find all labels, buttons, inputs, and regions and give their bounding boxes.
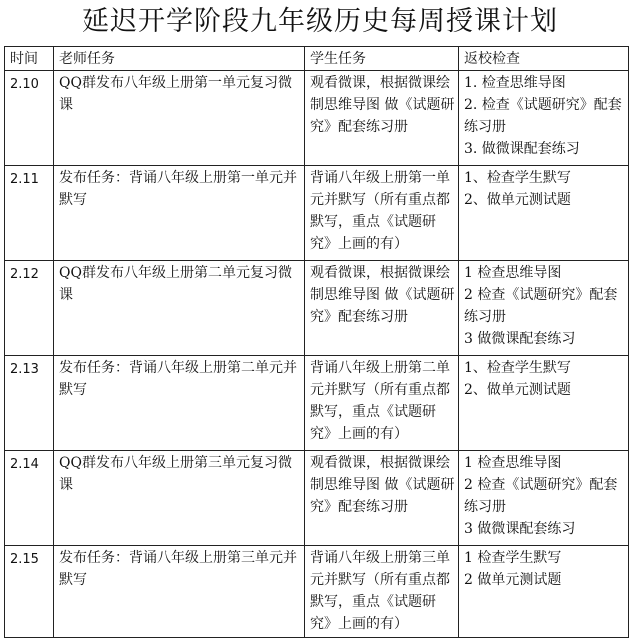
cell-date: 2.10: [5, 71, 54, 166]
cell-date: 2.15: [5, 546, 54, 638]
check-item: 3. 做微课配套练习: [464, 141, 580, 157]
table-row: [5, 451, 629, 546]
table-row: [5, 356, 629, 451]
check-item: 1 检查思维导图: [464, 455, 562, 471]
column-header-date: 时间: [5, 47, 54, 71]
table-header-row: [5, 47, 629, 71]
column-header-teacher-task: 老师任务: [54, 47, 305, 71]
cell-teacher-task: 发布任务：背诵八年级上册第一单元并默写: [54, 166, 305, 261]
cell-student-task: 观看微课，根据微课绘制思维导图 做《试题研究》配套练习册: [305, 71, 459, 166]
cell-date: 2.13: [5, 356, 54, 451]
table-row: [5, 261, 629, 356]
cell-teacher-task: QQ群发布八年级上册第三单元复习微课: [54, 451, 305, 546]
page-title: 延迟开学阶段九年级历史每周授课计划: [82, 6, 558, 37]
check-item: 2、做单元测试题: [464, 192, 571, 208]
check-item: 2、做单元测试题: [464, 382, 571, 398]
check-item: 3 做微课配套练习: [464, 331, 576, 347]
cell-student-task: 观看微课，根据微课绘制思维导图 做《试题研究》配套练习册: [305, 261, 459, 356]
check-item: 1 检查思维导图: [464, 265, 562, 281]
table-row: [5, 546, 629, 638]
cell-return-check: [459, 451, 629, 546]
cell-student-task: 背诵八年级上册第三单元并默写（所有重点都默写，重点《试题研究》上画的有）: [305, 546, 459, 638]
schedule-table: [4, 46, 629, 638]
cell-student-task: 观看微课，根据微课绘制思维导图 做《试题研究》配套练习册: [305, 451, 459, 546]
check-item: 1、检查学生默写: [464, 170, 571, 186]
check-item: 2. 检查《试题研究》配套练习册: [464, 97, 622, 135]
cell-student-task: 背诵八年级上册第一单元并默写（所有重点都默写，重点《试题研究》上画的有）: [305, 166, 459, 261]
check-item: 1. 检查思维导图: [464, 75, 566, 91]
cell-date: 2.12: [5, 261, 54, 356]
cell-date: 2.11: [5, 166, 54, 261]
cell-teacher-task: QQ群发布八年级上册第一单元复习微课: [54, 71, 305, 166]
check-item: 1 检查学生默写: [464, 550, 562, 566]
cell-return-check: [459, 71, 629, 166]
table-row: [5, 166, 629, 261]
check-item: 3 做微课配套练习: [464, 521, 576, 537]
cell-teacher-task: 发布任务：背诵八年级上册第三单元并默写: [54, 546, 305, 638]
cell-return-check: [459, 166, 629, 261]
check-item: 2 检查《试题研究》配套练习册: [464, 477, 618, 515]
cell-teacher-task: 发布任务：背诵八年级上册第二单元并默写: [54, 356, 305, 451]
cell-date: 2.14: [5, 451, 54, 546]
column-header-return-check: 返校检查: [459, 47, 629, 71]
check-item: 1、检查学生默写: [464, 360, 571, 376]
check-item: 2 做单元测试题: [464, 572, 562, 588]
cell-teacher-task: QQ群发布八年级上册第二单元复习微课: [54, 261, 305, 356]
cell-return-check: [459, 261, 629, 356]
cell-return-check: [459, 356, 629, 451]
table-row: [5, 71, 629, 166]
column-header-student-task: 学生任务: [305, 47, 459, 71]
cell-student-task: 背诵八年级上册第二单元并默写（所有重点都默写，重点《试题研究》上画的有）: [305, 356, 459, 451]
check-item: 2 检查《试题研究》配套练习册: [464, 287, 618, 325]
cell-return-check: [459, 546, 629, 638]
